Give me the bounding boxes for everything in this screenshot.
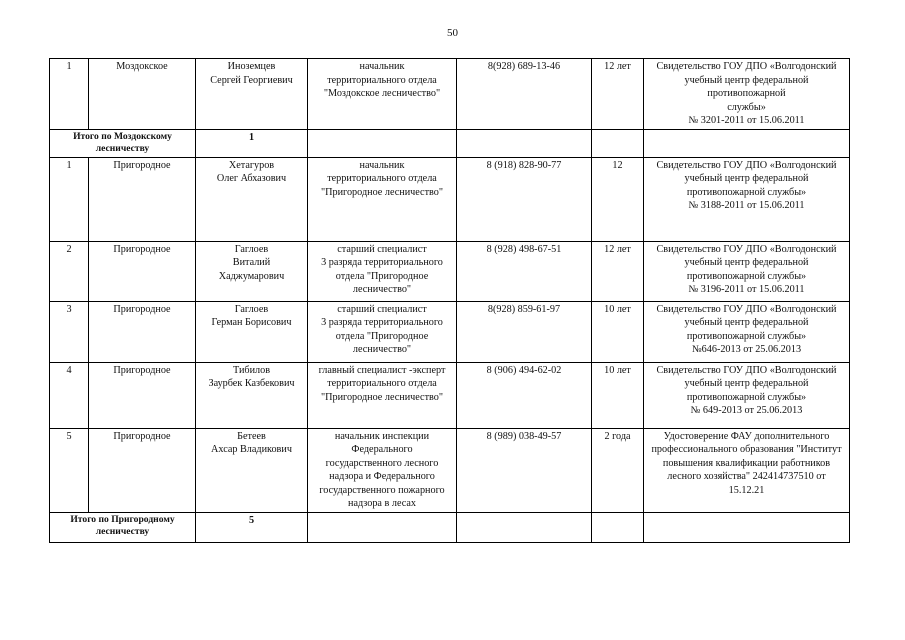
cell-number: 4 — [50, 362, 89, 428]
empty-cell — [457, 129, 592, 157]
cell-document-line: противопожарной службы» — [686, 186, 807, 198]
cell-document-line: 15.12.21 — [728, 484, 765, 496]
cell-document-line: противопожарной службы» — [686, 270, 807, 282]
empty-cell — [592, 129, 644, 157]
cell-phone: 8 (918) 828-90-77 — [457, 157, 592, 241]
cell-document-line: службы» — [727, 101, 766, 113]
cell-document-line: повышения квалификации работников — [662, 457, 831, 469]
empty-cell — [644, 129, 850, 157]
cell-position-line: надзора в лесах — [348, 498, 416, 509]
table-row — [50, 59, 850, 130]
cell-document — [644, 301, 850, 362]
page-number: 50 — [447, 27, 458, 39]
cell-forestry: Пригородное — [89, 362, 196, 428]
cell-name — [196, 59, 308, 130]
cell-position-line: Федерального — [351, 444, 413, 455]
cell-document-line: учебный центр федеральной — [684, 173, 809, 184]
cell-name-line: Бетеев — [237, 430, 266, 442]
cell-document-line: № 649-2013 от 25.06.2013 — [690, 405, 803, 416]
empty-cell — [308, 129, 457, 157]
cell-experience: 2 года — [592, 428, 644, 512]
cell-document-line: № 3188-2011 от 15.06.2011 — [688, 200, 805, 211]
cell-experience: 10 лет — [592, 362, 644, 428]
cell-number: 5 — [50, 428, 89, 512]
cell-position-line: начальник — [359, 159, 405, 171]
cell-forestry: Пригородное — [89, 428, 196, 512]
cell-number: 3 — [50, 301, 89, 362]
cell-name-line: Виталий Хаджумарович — [218, 257, 285, 282]
cell-document-line: Свидетельство ГОУ ДПО «Волгодонский — [656, 303, 837, 315]
cell-position-line: отдела "Пригородное — [335, 270, 429, 282]
cell-name-line: Сергей Георгиевич — [210, 74, 293, 86]
cell-document-line: Свидетельство ГОУ ДПО «Волгодонский — [656, 159, 837, 171]
cell-document-line: противопожарной службы» — [686, 330, 807, 342]
cell-document-line: противопожарной службы» — [686, 391, 807, 403]
cell-position-line: 3 разряда территориального — [321, 257, 443, 268]
cell-name — [196, 241, 308, 301]
cell-number: 1 — [50, 157, 89, 241]
staff-table-body — [50, 59, 850, 543]
cell-experience: 10 лет — [592, 301, 644, 362]
total-label-line: Итого по Моздокскому — [73, 130, 172, 142]
cell-document-line: Свидетельство ГОУ ДПО «Волгодонский — [656, 243, 837, 255]
cell-name — [196, 428, 308, 512]
cell-position-line: территориального отдела — [327, 173, 437, 184]
total-label — [50, 512, 196, 542]
cell-position-line: государственного пожарного — [319, 484, 445, 496]
total-row — [50, 512, 850, 542]
cell-position-line: "Пригородное лесничество" — [320, 391, 444, 403]
empty-cell — [644, 512, 850, 542]
total-label-line: лесничеству — [95, 526, 150, 537]
cell-position — [308, 241, 457, 301]
cell-experience: 12 лет — [592, 241, 644, 301]
cell-number: 1 — [50, 59, 89, 130]
cell-forestry: Моздокское — [89, 59, 196, 130]
cell-position — [308, 157, 457, 241]
cell-position-line: старший специалист — [337, 303, 427, 315]
cell-name-line: Хетагуров — [228, 159, 275, 171]
cell-document-line: учебный центр федеральной противопожарной — [684, 74, 809, 99]
cell-name-line: Олег Абхазович — [216, 173, 287, 184]
cell-document-line: учебный центр федеральной — [684, 378, 809, 389]
cell-document — [644, 157, 850, 241]
cell-position-line: лесничество" — [352, 284, 412, 295]
cell-position-line: 3 разряда территориального — [321, 317, 443, 328]
cell-document-line: № 3196-2011 от 15.06.2011 — [688, 284, 805, 295]
cell-position — [308, 428, 457, 512]
total-label-line: Итого по Пригородному — [70, 513, 175, 525]
cell-document-line: №646-2013 от 25.06.2013 — [691, 344, 802, 355]
cell-document-line: Свидетельство ГОУ ДПО «Волгодонский — [656, 61, 837, 72]
cell-name-line: Герман Борисович — [211, 317, 292, 328]
cell-phone: 8(928) 859-61-97 — [457, 301, 592, 362]
cell-forestry: Пригородное — [89, 301, 196, 362]
total-row — [50, 129, 850, 157]
cell-position-line: главный специалист -эксперт — [318, 364, 446, 376]
cell-position — [308, 59, 457, 130]
cell-document — [644, 59, 850, 130]
cell-experience: 12 — [592, 157, 644, 241]
cell-name-line: Гаглоев — [234, 243, 269, 255]
empty-cell — [592, 512, 644, 542]
cell-name-line: Заурбек Казбекович — [208, 378, 295, 389]
table-row — [50, 157, 850, 241]
cell-phone: 8 (906) 494-62-02 — [457, 362, 592, 428]
cell-name-line: Ахсар Владикович — [211, 444, 292, 455]
cell-name-line: Иноземцев — [227, 61, 276, 72]
cell-experience: 12 лет — [592, 59, 644, 130]
cell-position-line: отдела "Пригородное — [335, 330, 429, 342]
cell-name-line: Гаглоев — [234, 303, 269, 315]
cell-forestry: Пригородное — [89, 241, 196, 301]
table-row — [50, 301, 850, 362]
cell-document-line: Свидетельство ГОУ ДПО «Волгодонский — [656, 364, 837, 376]
table-row — [50, 428, 850, 512]
cell-name — [196, 157, 308, 241]
cell-document-line: профессионального образования "Институт — [651, 444, 842, 455]
cell-number: 2 — [50, 241, 89, 301]
cell-position-line: "Пригородное лесничество" — [320, 186, 444, 198]
cell-document-line: учебный центр федеральной — [684, 257, 809, 268]
table-row — [50, 362, 850, 428]
cell-position-line: начальник — [359, 61, 405, 72]
cell-name — [196, 301, 308, 362]
cell-position-line: начальник инспекции — [334, 430, 430, 442]
cell-name — [196, 362, 308, 428]
cell-document-line: учебный центр федеральной — [684, 317, 809, 328]
cell-document-line: лесного хозяйства" 242414737510 от — [667, 471, 826, 482]
cell-forestry: Пригородное — [89, 157, 196, 241]
cell-phone: 8 (989) 038-49-57 — [457, 428, 592, 512]
cell-position-line: территориального отдела — [327, 378, 437, 389]
staff-table — [49, 58, 850, 543]
total-label-line: лесничеству — [95, 143, 150, 154]
cell-position — [308, 301, 457, 362]
total-label — [50, 129, 196, 157]
empty-cell — [308, 512, 457, 542]
cell-position-line: лесничество" — [352, 344, 412, 355]
cell-position-line: надзора и Федерального — [329, 471, 435, 482]
cell-position-line: государственного лесного — [325, 457, 439, 469]
cell-document — [644, 362, 850, 428]
cell-document — [644, 241, 850, 301]
empty-cell — [457, 512, 592, 542]
cell-phone: 8(928) 689-13-46 — [457, 59, 592, 130]
cell-position-line: "Моздокское лесничество" — [323, 88, 441, 99]
cell-position — [308, 362, 457, 428]
cell-document-line: № 3201-2011 от 15.06.2011 — [688, 115, 805, 126]
cell-position-line: старший специалист — [337, 243, 427, 255]
cell-document-line: Удостоверение ФАУ дополнительного — [663, 430, 830, 442]
table-row — [50, 241, 850, 301]
total-count: 1 — [196, 129, 308, 157]
cell-document — [644, 428, 850, 512]
total-count: 5 — [196, 512, 308, 542]
cell-phone: 8 (928) 498-67-51 — [457, 241, 592, 301]
cell-position-line: территориального отдела — [327, 74, 437, 86]
cell-name-line: Тибилов — [232, 364, 271, 376]
